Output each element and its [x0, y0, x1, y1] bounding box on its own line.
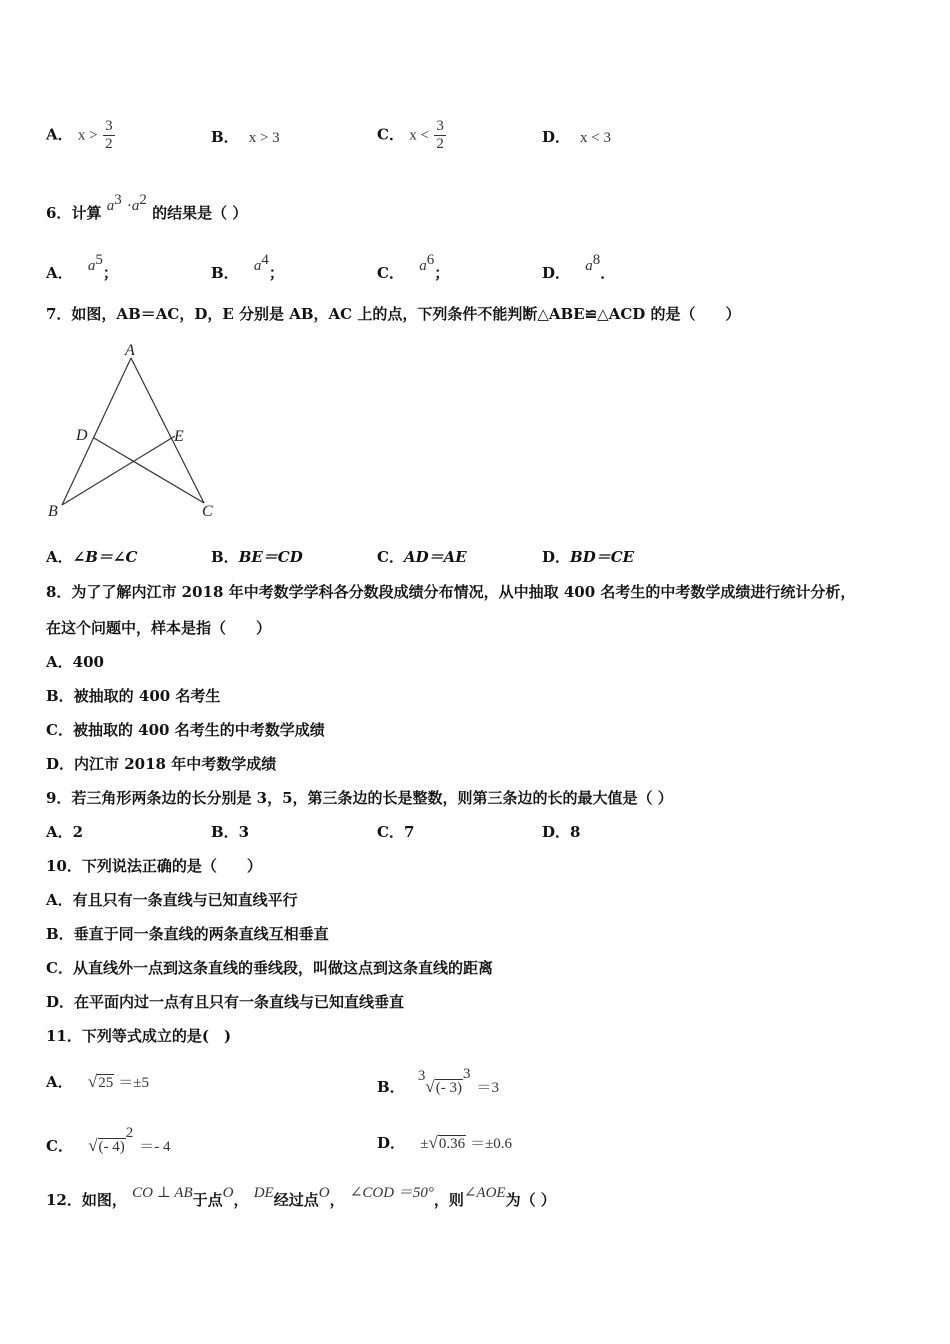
q11-option-b: B． $^3$√(- 3)$^3$＝3 [377, 1066, 500, 1096]
q7-option-d: D．BD＝CE [542, 548, 635, 566]
q8-option-d: D．内江市 2018 年中考数学成绩 [46, 755, 277, 773]
label-a: A [125, 342, 135, 359]
q5-option-a: A． x > $\frac{3}{2}$ [46, 118, 115, 153]
q11-stem: 11．下列等式成立的是( ) [46, 1027, 232, 1045]
label-c: C [202, 503, 213, 520]
q9-stem: 9．若三角形两条边的长分别是 3，5，第三条边的长是整数，则第三条边的长的最大值是（ ） [46, 789, 673, 807]
q8-stem-line2: 在这个问题中，样本是指（ ） [46, 619, 272, 637]
q8-option-c: C．被抽取的 400 名考生的中考数学成绩 [46, 721, 325, 739]
q9-option-a: A．2 [46, 823, 84, 841]
q10-option-a: A．有且只有一条直线与已知直线平行 [46, 891, 298, 909]
segment-ab [62, 358, 131, 505]
q7-triangle-figure [40, 338, 230, 523]
q9-option-b: B．3 [211, 823, 250, 841]
q7-option-b: B．BE＝CD [211, 548, 303, 566]
segment-be [62, 436, 175, 505]
q6-option-c: C． $a^6$； [377, 252, 450, 282]
q5-option-d: D． x < 3 [542, 128, 611, 146]
label-e: E [174, 428, 184, 445]
q5-option-b: B． x > 3 [211, 128, 280, 146]
q8-option-b: B．被抽取的 400 名考生 [46, 687, 221, 705]
q7-option-a: A．∠B＝∠C [46, 548, 138, 566]
q6-option-d: D． $a^8$． [542, 252, 616, 282]
q8-stem-line1: 8．为了了解内江市 2018 年中考数学学科各分数段成绩分布情况，从中抽取 400 名考生的中考数学成绩进行统计分析， [46, 583, 856, 601]
q6-option-b: B． $a^4$； [211, 252, 284, 282]
q6-stem: 6．计算 $a^3 \cdot a^2$ 的结果是（ ） [46, 192, 248, 222]
q10-option-d: D．在平面内过一点有且只有一条直线与已知直线垂直 [46, 993, 405, 1011]
label-b: B [48, 503, 58, 520]
q8-option-a: A．400 [46, 653, 104, 671]
q10-stem: 10．下列说法正确的是（ ） [46, 857, 262, 875]
q5-option-c: C． x < $\frac{3}{2}$ [377, 118, 446, 153]
q10-option-c: C．从直线外一点到这条直线的垂线段，叫做这点到这条直线的距离 [46, 959, 493, 977]
q9-option-c: C．7 [377, 823, 415, 841]
q6-option-a: A． $a^5$； [46, 252, 118, 282]
q11-option-a: A． √25 ＝±5 [46, 1072, 149, 1091]
q7-stem: 7．如图，AB＝AC，D，E 分别是 AB，AC 上的点，下列条件不能判断△ABE≌△ACD 的是（ ） [46, 305, 741, 323]
label-d: D [76, 427, 88, 444]
q11-option-c: C． √(- 4)$^2$＝- 4 [46, 1125, 171, 1155]
q12-stem: 12．如图， CO ⊥ AB于点O， DE经过点O， ∠COD ＝50°，则∠AOE为（ ） [46, 1185, 556, 1209]
q10-option-b: B．垂直于同一条直线的两条直线互相垂直 [46, 925, 329, 943]
q11-option-d: D． ±√0.36 ＝±0.6 [377, 1133, 513, 1152]
fraction: $\frac{3}{2}$ [103, 118, 115, 153]
q9-option-d: D．8 [542, 823, 581, 841]
q7-option-c: C．AD＝AE [377, 548, 467, 566]
fraction: $\frac{3}{2}$ [434, 118, 446, 153]
